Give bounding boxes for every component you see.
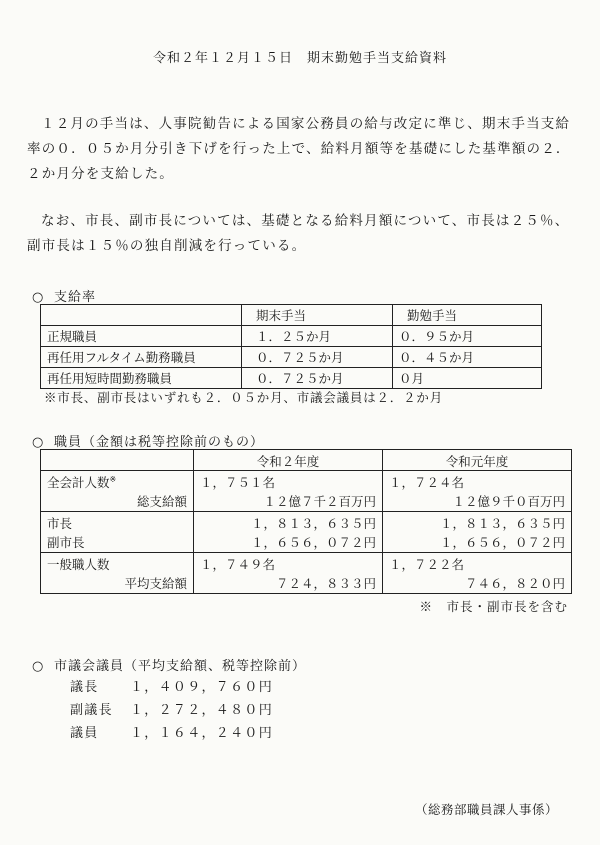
circle-bullet-icon: ○ (32, 435, 45, 450)
council-amount: １，４０９，７６０円 (130, 680, 274, 695)
table-cell: ０．９５か月 (393, 326, 542, 347)
council-amount: １，１６４，２４０円 (130, 726, 274, 741)
council-heading (32, 655, 306, 674)
rates-note: ※市長、副市長はいずれも２．０５か月、市議会議員は２．２か月 (44, 390, 444, 405)
list-item (70, 722, 273, 745)
column-header: 令和２年度 (194, 450, 383, 471)
document-title: 令和２年１２月１５日 期末勤勉手当支給資料 (152, 51, 447, 66)
row-label (41, 553, 194, 594)
table-row (41, 347, 542, 368)
column-header: 勤勉手当 (393, 305, 542, 326)
r2-general-count: １，７４９名 (200, 557, 276, 572)
vice-mayor-label: 副市長 (47, 535, 85, 550)
rates-heading (32, 286, 96, 305)
table-cell (194, 553, 383, 594)
table-cell (41, 450, 194, 471)
r1-vice-mayor-pay: １，６５６，０７２円 (439, 535, 565, 550)
list-item (70, 676, 273, 699)
mayor-label: 市長 (47, 516, 73, 531)
table-row (41, 450, 572, 471)
table-cell: ０．７２５か月 (242, 368, 393, 389)
footnote-mark: ※ (109, 474, 117, 484)
table-cell: ０月 (393, 368, 542, 389)
general-count-label: 一般職人数 (47, 557, 110, 572)
column-header: 期末手当 (242, 305, 393, 326)
r2-total-count: １，７５１名 (200, 475, 276, 490)
staff-note: ※ 市長・副市長を含む (419, 599, 568, 614)
table-cell: ０．７２５か月 (242, 347, 393, 368)
list-item (70, 699, 273, 722)
r2-vice-mayor-pay: １，６５６，０７２円 (250, 535, 376, 550)
r1-mayor-pay: １，８１３，６３５円 (439, 516, 565, 531)
row-label: 再任用フルタイム勤務職員 (41, 347, 242, 368)
r2-avg-pay: ７２４，８３３円 (275, 576, 376, 591)
total-pay-label: 総支給額 (136, 494, 187, 509)
row-label: 再任用短時間勤務職員 (41, 368, 242, 389)
council-role: 副議長 (70, 703, 113, 718)
council-list (70, 676, 273, 745)
r2-total-pay: １２億７千２百万円 (263, 494, 376, 509)
table-cell (383, 553, 572, 594)
council-role: 議長 (70, 680, 99, 695)
table-cell (383, 471, 572, 512)
column-header: 令和元年度 (383, 450, 572, 471)
circle-bullet-icon: ○ (32, 659, 45, 674)
r1-total-pay: １２億９千０百万円 (452, 494, 565, 509)
council-role: 議員 (70, 726, 99, 741)
council-amount: １，２７２，４８０円 (130, 703, 274, 718)
row-label: 正規職員 (41, 326, 242, 347)
r1-general-count: １，７２２名 (389, 557, 465, 572)
paragraph-allowance: １２月の手当は、人事院勧告による国家公務員の給与改定に準じ、期末手当支給率の０．０５か月分引き下げを行った上で、給料月額等を基礎にした基準額の２．２か月分を支給した。 (27, 116, 571, 182)
department-footer: （総務部職員課人事係） (414, 802, 558, 817)
r1-total-count: １，７２４名 (389, 475, 465, 490)
staff-heading (32, 431, 264, 450)
table-cell (383, 512, 572, 553)
total-count-label: 全会計人数 (47, 475, 110, 490)
r2-mayor-pay: １，８１３，６３５円 (250, 516, 376, 531)
table-row (41, 471, 572, 512)
table-cell: ０．４５か月 (393, 347, 542, 368)
table-row (41, 326, 542, 347)
row-label (41, 471, 194, 512)
table-row (41, 305, 542, 326)
row-label (41, 512, 194, 553)
avg-pay-label: 平均支給額 (124, 576, 187, 591)
rates-heading-text: 支給率 (54, 290, 97, 305)
table-cell (41, 305, 242, 326)
table-cell (194, 471, 383, 512)
rates-table (40, 304, 542, 389)
r1-avg-pay: ７４６，８２０円 (464, 576, 565, 591)
table-cell (194, 512, 383, 553)
paragraph-mayor-reduction: なお、市長、副市長については、基礎となる給料月額について、市長は２５％、副市長は１５％の独自削減を行っている。 (27, 213, 570, 254)
circle-bullet-icon: ○ (32, 290, 45, 305)
table-row (41, 553, 572, 594)
table-row (41, 368, 542, 389)
table-row (41, 512, 572, 553)
council-heading-text: 市議会議員（平均支給額、税等控除前） (54, 659, 307, 674)
staff-heading-text: 職員（金額は税等控除前のもの） (54, 435, 265, 450)
table-cell: １．２５か月 (242, 326, 393, 347)
staff-table (40, 449, 572, 594)
